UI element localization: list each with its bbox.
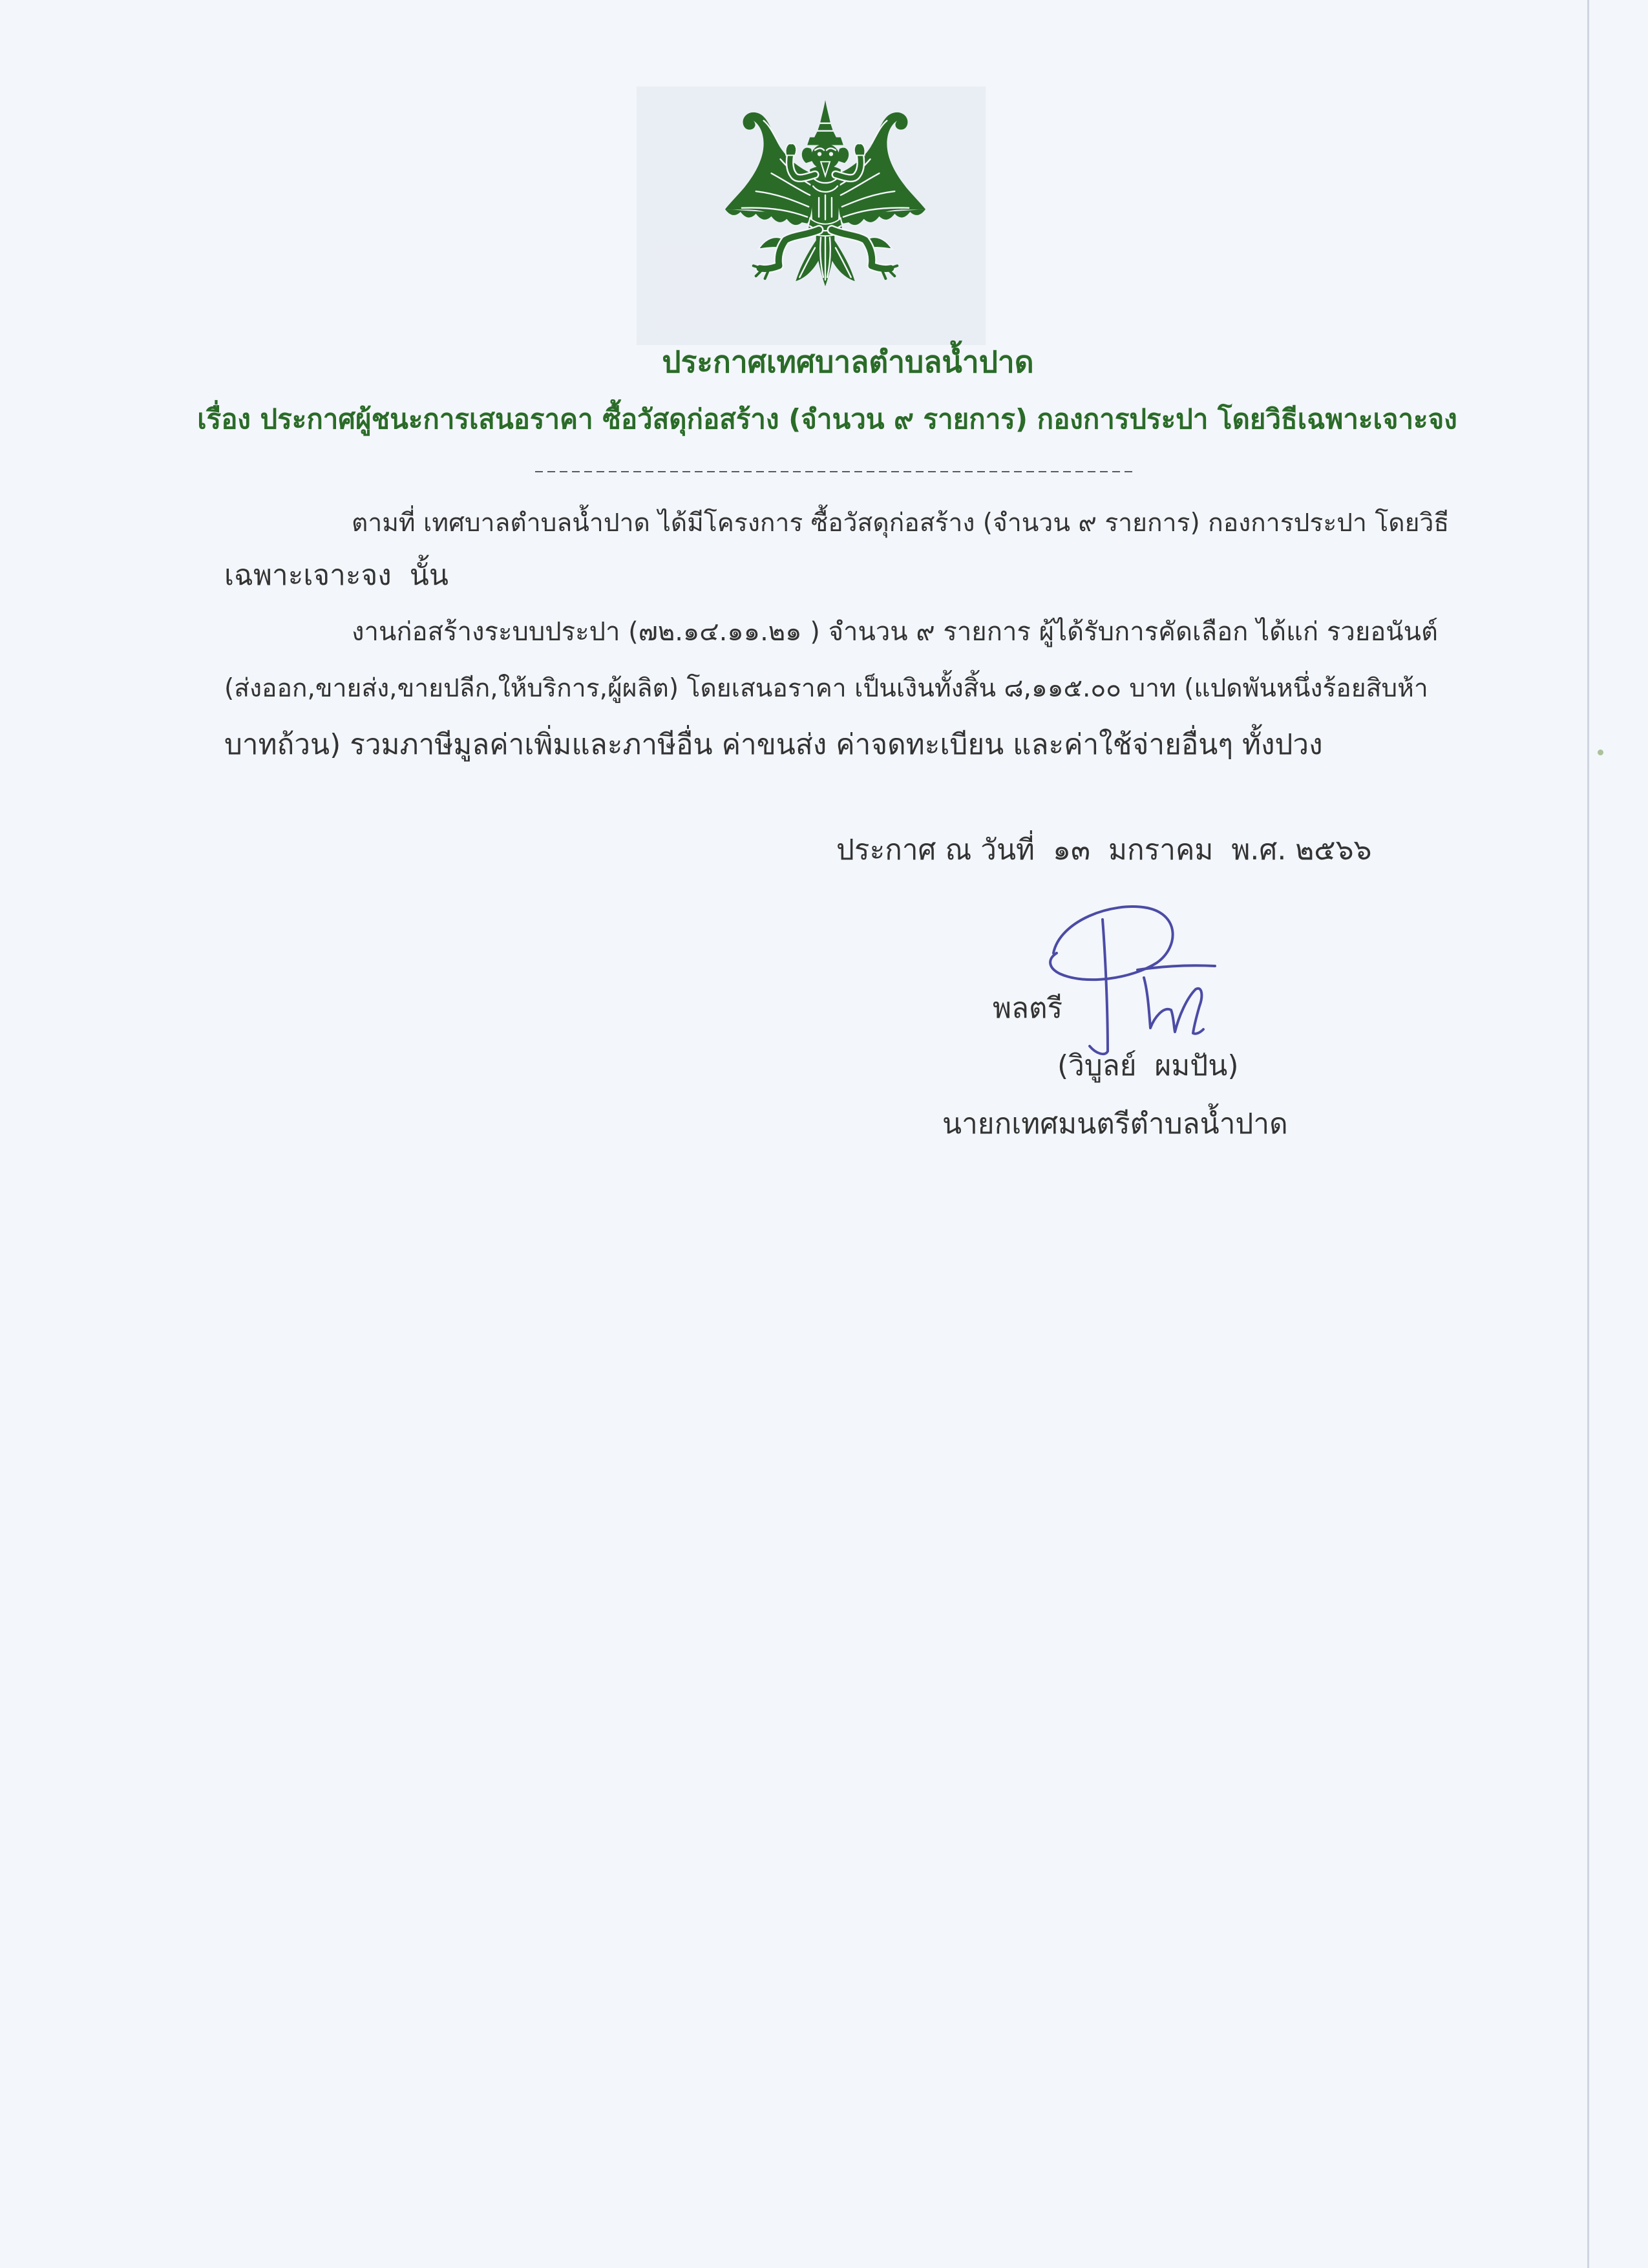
signature-letters (1144, 978, 1203, 1034)
wing-body (725, 112, 812, 224)
signatory-name (1057, 1047, 1264, 1086)
body-text: บาทถ้วน) รวมภาษีมูลค่าเพิ่มและภาษีอื่น ค่าขนส่ง ค่าจดทะเบียน และค่าใช้จ่ายอื่นๆ ทั้งปวง (224, 728, 1323, 761)
signature-mark (1041, 901, 1229, 1060)
position-text: นายกเทศมนตรีตำบลน้ำปาด (942, 1108, 1288, 1140)
page-edge (1587, 0, 1589, 2268)
body-text: เฉพาะเจาะจง นั้น (224, 559, 449, 592)
signatory-position (942, 1105, 1343, 1144)
scan-speck (1598, 750, 1603, 755)
date-line (836, 831, 1457, 870)
garuda-wing-right (838, 112, 925, 225)
body-text: (ส่งออก,ขายส่ง,ขายปลีก,ให้บริการ,ผู้ผลิต) โดยเสนอราคา เป็นเงินทั้งสิ้น ๘,๑๑๕.๐๐ บาท (แปดพันหนึ่งร้อยสิบห้า (224, 674, 1428, 703)
hand (786, 143, 797, 155)
garuda-eye-left (818, 152, 821, 156)
body-text: ตามที่ เทศบาลตำบลน้ำปาด ได้มีโครงการ ซื้อวัสดุก่อสร้าง (จำนวน ๙ รายการ) กองการประปา โดยวิธี (352, 509, 1450, 538)
paragraph-1-line-1 (352, 504, 1450, 543)
document-title-text: ประกาศเทศบาลตำบลน้ำปาด (662, 344, 1034, 379)
garuda-crown (814, 100, 837, 139)
date-text: ประกาศ ณ วันที่ ๑๓ มกราคม พ.ศ. ๒๕๖๖ (836, 834, 1372, 866)
body-text: งานก่อสร้างระบบประปา (๗๒.๑๔.๑๑.๒๑ ) จำนวน ๙ รายการ ผู้ได้รับการคัดเลือก ได้แก่ รวยอนันต์ (352, 617, 1438, 647)
separator-line (535, 471, 1136, 472)
garuda-emblem-icon (723, 97, 928, 291)
paragraph-2-line-2 (224, 669, 1450, 708)
document-subject (194, 399, 1461, 440)
document-title (589, 341, 1106, 383)
paragraph-2-line-3 (224, 726, 1450, 764)
rank-text: พลตรี (993, 992, 1063, 1025)
garuda-eye-right (829, 152, 833, 156)
garuda-wing-left (725, 112, 812, 225)
signature-stem (1090, 919, 1108, 1054)
paragraph-2-line-1 (352, 613, 1450, 651)
paragraph-1-line-2 (224, 556, 1450, 595)
name-text: (วิบูลย์ ผมปัน) (1057, 1049, 1239, 1082)
document-subject-text: เรื่อง ประกาศผู้ชนะการเสนอราคา ซื้อวัสดุก่อสร้าง (จำนวน ๙ รายการ) กองการประปา โดยวิธีเฉพาะเจาะจง (197, 403, 1457, 435)
